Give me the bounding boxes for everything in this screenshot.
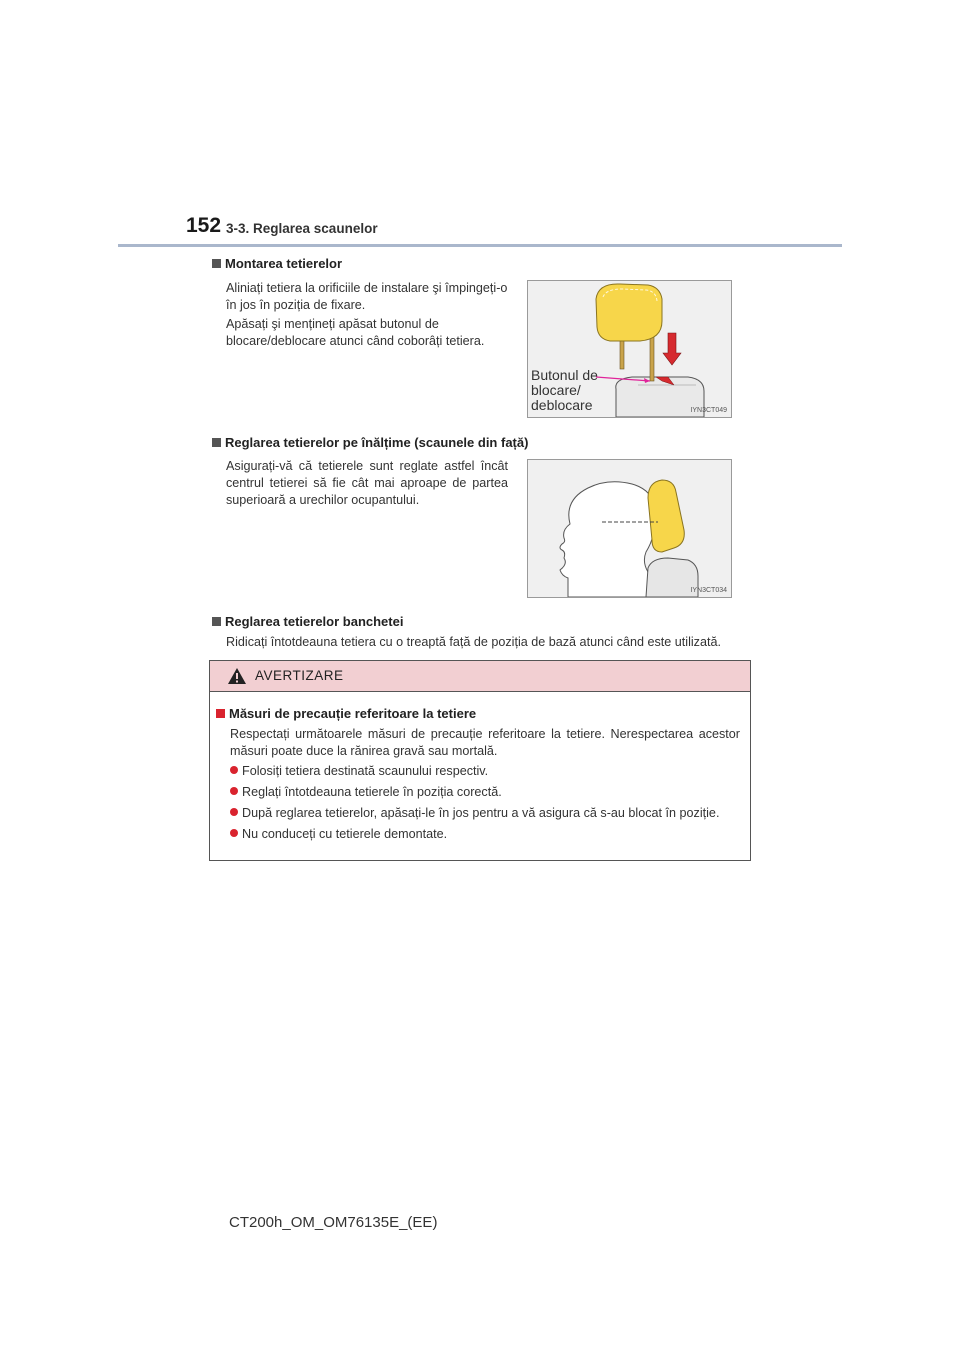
- square-bullet-icon: [212, 438, 221, 447]
- square-bullet-icon: [212, 259, 221, 268]
- figure-code: IYN3CT034: [690, 587, 727, 594]
- warning-item: Folosiți tetiera destinată scaunului respectiv.: [230, 763, 740, 780]
- bullet-dot-icon: [230, 808, 238, 816]
- warning-intro: Respectați următoarele măsuri de precauție referitoare la tetiere. Nerespectarea acestor măsuri poate duce la rănirea gravă sau mortală.: [230, 727, 740, 758]
- figure-headrest-height: [527, 459, 732, 598]
- warning-title: AVERTIZARE: [255, 668, 344, 683]
- paragraph-height-adjust: Asigurați-vă că tetierele sunt reglate astfel încât centrul tetierei să fie cât mai aproape de partea superioară a urechilor ocupantului.: [226, 459, 508, 507]
- square-bullet-icon: [212, 617, 221, 626]
- section-heading-height: Reglarea tetierelor pe înălțime (scaunele din față): [212, 435, 528, 450]
- warning-item: Reglați întotdeauna tetierele în poziția corectă.: [230, 784, 740, 801]
- warning-header: [210, 661, 750, 692]
- button-callout: Butonul de blocare/ deblocare: [531, 367, 598, 413]
- warning-item: După reglarea tetierelor, apăsați-le în jos pentru a vă asigura că s-au blocat în poziție.: [230, 805, 745, 822]
- paragraph-press-button: Apăsați şi mențineți apăsat butonul de blocare/deblocare atunci când coborâți tetiera.: [226, 317, 485, 348]
- warning-box: [209, 660, 751, 861]
- bullet-dot-icon: [230, 787, 238, 795]
- bullet-dot-icon: [230, 829, 238, 837]
- page-number: 152: [186, 214, 222, 237]
- bullet-dot-icon: [230, 766, 238, 774]
- section-title: 3-3. Reglarea scaunelor: [226, 221, 378, 236]
- figure-code: IYN3CT049: [690, 407, 727, 414]
- paragraph-align: Aliniați tetiera la orificiile de instalare şi împingeți-o în jos în poziția de fixare.: [226, 281, 508, 312]
- header-divider: [118, 244, 842, 247]
- square-bullet-icon: [216, 709, 225, 718]
- warning-heading: Măsuri de precauție referitoare la tetiere: [216, 706, 476, 721]
- document-code: CT200h_OM_OM76135E_(EE): [229, 1214, 438, 1231]
- warning-triangle-icon: [227, 667, 247, 685]
- paragraph-rear-bench: Ridicați întotdeauna tetiera cu o treaptă față de poziția de bază atunci când este utilizată.: [226, 635, 721, 649]
- warning-item: Nu conduceți cu tetierele demontate.: [230, 826, 740, 843]
- section-heading-rear-bench: Reglarea tetierelor banchetei: [212, 614, 403, 629]
- figure-headrest-mounting: [527, 280, 732, 418]
- section-heading-mounting: Montarea tetierelor: [212, 256, 342, 271]
